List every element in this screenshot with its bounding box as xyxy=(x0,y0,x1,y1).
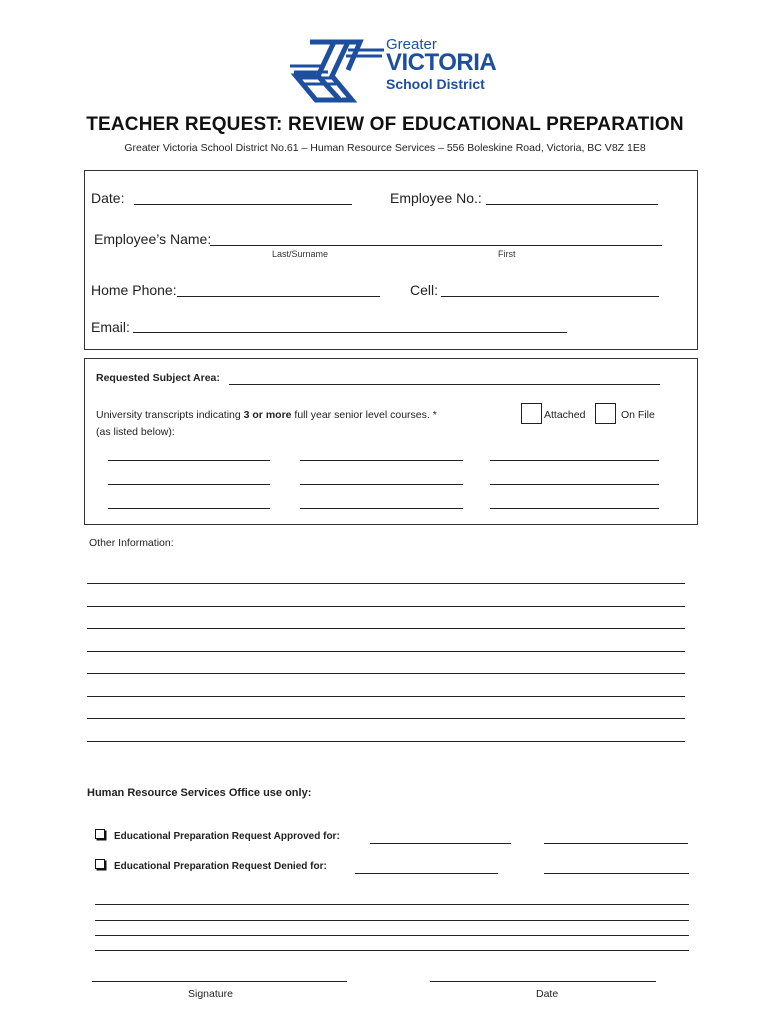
course-field[interactable] xyxy=(490,484,659,485)
email-field[interactable] xyxy=(133,332,567,333)
course-field[interactable] xyxy=(108,460,270,461)
other-information-line[interactable] xyxy=(87,628,685,629)
office-date-field[interactable] xyxy=(430,981,656,982)
employee-name-field[interactable] xyxy=(210,245,662,246)
course-field[interactable] xyxy=(108,508,270,509)
date-field[interactable] xyxy=(134,204,352,205)
cell-field[interactable] xyxy=(441,296,659,297)
approved-date-field[interactable] xyxy=(544,843,688,844)
transcripts-text-bold: 3 or more xyxy=(243,409,292,421)
course-field[interactable] xyxy=(490,508,659,509)
office-notes-line[interactable] xyxy=(95,920,689,921)
logo-text-school-district: School District xyxy=(386,76,485,92)
signature-label: Signature xyxy=(188,988,233,1000)
office-notes-line[interactable] xyxy=(95,950,689,951)
other-information-line[interactable] xyxy=(87,673,685,674)
other-information-line[interactable] xyxy=(87,651,685,652)
employee-no-label: Employee No.: xyxy=(390,190,482,206)
logo-text-victoria: VICTORIA xyxy=(386,49,497,76)
course-field[interactable] xyxy=(300,484,463,485)
other-information-line[interactable] xyxy=(87,741,685,742)
approved-checkbox[interactable] xyxy=(95,829,105,839)
office-use-heading: Human Resource Services Office use only: xyxy=(87,787,312,799)
last-surname-hint: Last/Surname xyxy=(272,249,329,259)
listed-below-text: (as listed below): xyxy=(96,426,175,438)
signature-field[interactable] xyxy=(92,981,347,982)
office-notes-line[interactable] xyxy=(95,904,689,905)
denied-label: Educational Preparation Request Denied for: xyxy=(114,861,327,872)
district-logo xyxy=(288,36,498,106)
approved-label: Educational Preparation Request Approved for: xyxy=(114,831,340,842)
requested-subject-field[interactable] xyxy=(229,384,660,385)
email-label: Email: xyxy=(91,319,130,335)
first-name-hint: First xyxy=(498,249,516,259)
on-file-checkbox[interactable] xyxy=(595,403,616,424)
other-information-line[interactable] xyxy=(87,718,685,719)
other-information-line[interactable] xyxy=(87,696,685,697)
employee-name-label: Employee’s Name: xyxy=(94,231,212,247)
denied-date-field[interactable] xyxy=(544,873,689,874)
requested-subject-label: Requested Subject Area: xyxy=(96,372,220,384)
office-notes-line[interactable] xyxy=(95,935,689,936)
other-information-label: Other Information: xyxy=(89,537,174,549)
course-field[interactable] xyxy=(300,508,463,509)
office-date-label: Date xyxy=(536,988,559,1000)
on-file-label: On File xyxy=(621,409,655,421)
wing-logo-icon xyxy=(288,36,388,106)
course-field[interactable] xyxy=(300,460,463,461)
transcripts-text-post: full year senior level courses. * xyxy=(291,409,437,421)
attached-checkbox[interactable] xyxy=(521,403,542,424)
home-phone-field[interactable] xyxy=(177,296,380,297)
home-phone-label: Home Phone: xyxy=(91,282,177,298)
page-subtitle: Greater Victoria School District No.61 – Human Resource Services – 556 Boleskine Road, Victoria, BC V8Z 1E8 xyxy=(124,142,646,154)
transcripts-text xyxy=(96,409,437,421)
date-label: Date: xyxy=(91,190,125,206)
logo-text-greater: Greater xyxy=(386,36,437,53)
course-field[interactable] xyxy=(490,460,659,461)
attached-label: Attached xyxy=(544,409,586,421)
employee-no-field[interactable] xyxy=(486,204,658,205)
other-information-line[interactable] xyxy=(87,606,685,607)
denied-checkbox[interactable] xyxy=(95,859,105,869)
course-field[interactable] xyxy=(108,484,270,485)
other-information-line[interactable] xyxy=(87,583,685,584)
approved-for-field[interactable] xyxy=(370,843,511,844)
page-title: TEACHER REQUEST: REVIEW OF EDUCATIONAL PREPARATION xyxy=(86,114,684,135)
cell-label: Cell: xyxy=(410,282,439,298)
denied-for-field[interactable] xyxy=(355,873,498,874)
transcripts-text-pre: University transcripts indicating xyxy=(96,409,244,421)
